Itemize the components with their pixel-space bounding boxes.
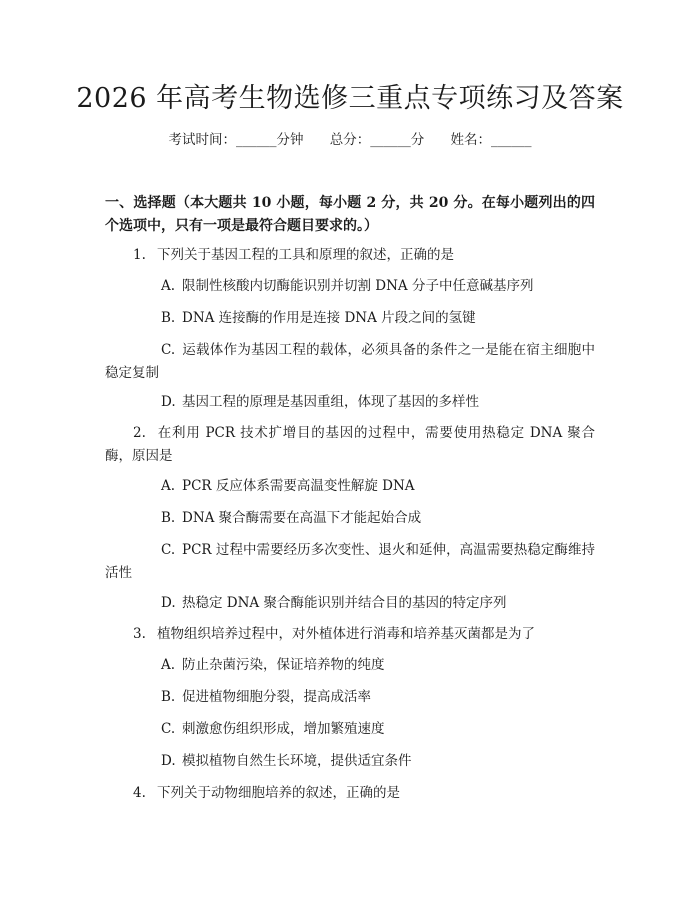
option-letter: A. — [161, 657, 176, 673]
question-text: 下列关于基因工程的工具和原理的叙述，正确的是 — [157, 247, 454, 263]
question-number: 1. — [133, 247, 146, 263]
option-letter: C. — [161, 542, 176, 558]
question-1-option-b — [105, 307, 595, 330]
option-text: 促进植物细胞分裂，提高成活率 — [182, 689, 371, 705]
option-letter: B. — [161, 689, 176, 705]
option-text: 基因工程的原理是基因重组，体现了基因的多样性 — [182, 394, 479, 410]
option-text: 限制性核酸内切酶能识别并切割 DNA 分子中任意碱基序列 — [182, 278, 534, 294]
option-text: 防止杂菌污染，保证培养物的纯度 — [182, 657, 385, 673]
question-1-option-d — [105, 391, 595, 414]
exam-meta — [0, 130, 700, 150]
question-number: 4. — [133, 785, 146, 801]
question-2-option-b — [105, 507, 595, 530]
total-score-field: 总分：______分 — [329, 132, 425, 148]
question-2 — [105, 422, 595, 468]
question-3-option-d — [105, 750, 595, 773]
question-3-option-c — [105, 718, 595, 741]
option-text: 刺激愈伤组织形成，增加繁殖速度 — [182, 721, 385, 737]
option-letter: D. — [161, 394, 176, 410]
option-letter: A. — [161, 478, 176, 494]
question-1-option-a — [105, 275, 595, 298]
option-text: PCR 过程中需要经历多次变性、退火和延伸，高温需要热稳定酶维持活性 — [105, 542, 595, 581]
section-heading: 一、选择题（本大题共 10 小题，每小题 2 分，共 20 分。在每小题列出的四个选项中，只有一项是最符合题目要求的。） — [105, 195, 595, 234]
question-text: 在利用 PCR 技术扩增目的基因的过程中，需要使用热稳定 DNA 聚合酶，原因是 — [105, 425, 595, 464]
question-number: 2. — [133, 425, 146, 441]
question-2-option-c — [105, 539, 595, 585]
exam-time-field: 考试时间：______分钟 — [168, 132, 304, 148]
question-2-option-a — [105, 475, 595, 498]
option-letter: D. — [161, 753, 176, 769]
option-text: DNA 聚合酶需要在高温下才能起始合成 — [182, 510, 422, 526]
option-text: PCR 反应体系需要高温变性解旋 DNA — [182, 478, 415, 494]
option-letter: B. — [161, 310, 176, 326]
student-name-field: 姓名：______ — [450, 132, 532, 148]
question-text: 下列关于动物细胞培养的叙述，正确的是 — [157, 785, 400, 801]
option-letter: B. — [161, 510, 176, 526]
option-letter: C. — [161, 342, 176, 358]
page-title: 2026 年高考生物选修三重点专项练习及答案 — [76, 83, 624, 114]
option-text: 运载体作为基因工程的载体，必须具备的条件之一是能在宿主细胞中稳定复制 — [105, 342, 595, 381]
question-2-option-d — [105, 592, 595, 615]
question-3 — [105, 623, 595, 646]
option-letter: D. — [161, 595, 176, 611]
question-3-option-b — [105, 686, 595, 709]
question-number: 3. — [133, 626, 146, 642]
question-1-option-c — [105, 339, 595, 385]
question-1 — [105, 244, 595, 267]
option-text: 热稳定 DNA 聚合酶能识别并结合目的基因的特定序列 — [182, 595, 507, 611]
option-text: 模拟植物自然生长环境，提供适宜条件 — [182, 753, 412, 769]
question-4 — [105, 782, 595, 805]
option-letter: C. — [161, 721, 176, 737]
question-3-option-a — [105, 654, 595, 677]
option-letter: A. — [161, 278, 176, 294]
option-text: DNA 连接酶的作用是连接 DNA 片段之间的氢键 — [182, 310, 476, 326]
question-text: 植物组织培养过程中，对外植体进行消毒和培养基灭菌都是为了 — [157, 626, 535, 642]
